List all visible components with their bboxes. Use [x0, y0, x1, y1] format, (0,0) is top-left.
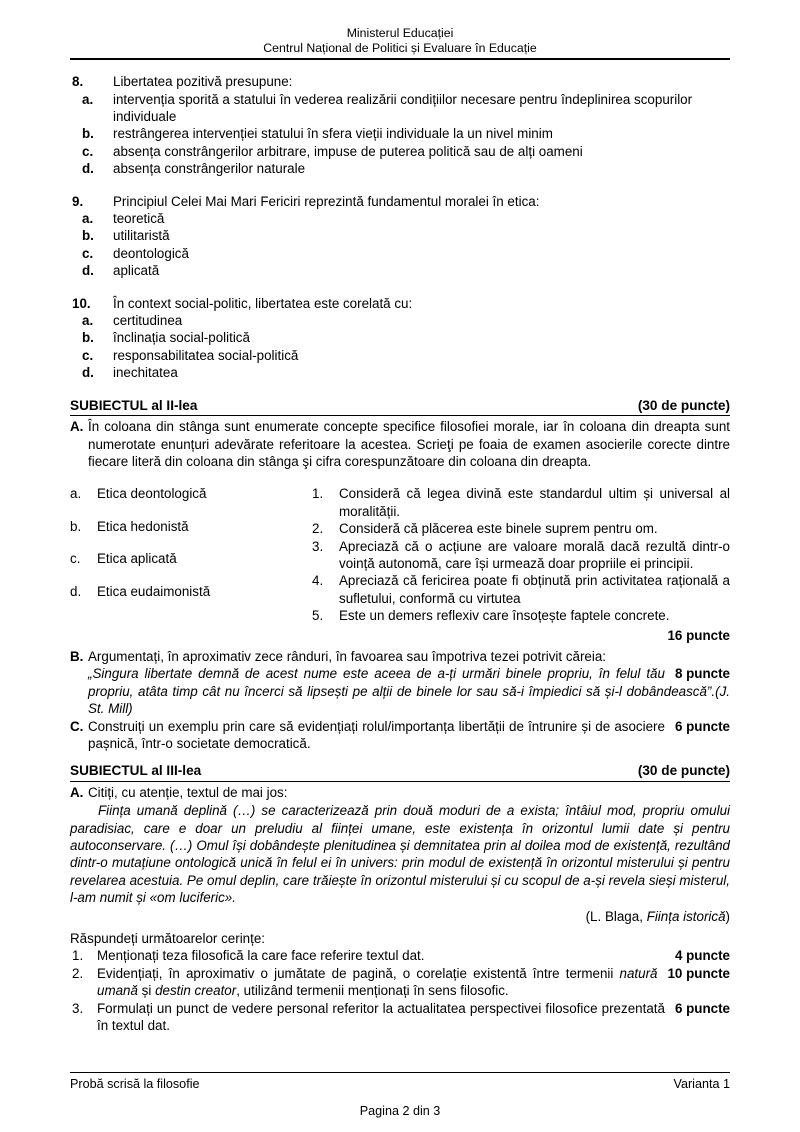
question-number: 8.: [72, 74, 84, 90]
matching-left-text: Etica hedonistă: [97, 518, 189, 534]
matching-right-item[interactable]: [312, 572, 730, 607]
matching-exercise: [70, 485, 730, 624]
answer-option[interactable]: [70, 245, 730, 262]
part-c-points: 6 puncte: [674, 718, 730, 734]
requirement-text-mid: și: [137, 983, 156, 999]
subject-3-title: SUBIECTUL al III-lea: [70, 763, 202, 779]
footer-left: Probă scrisă la filosofie: [70, 1077, 200, 1091]
option-letter: d.: [82, 161, 94, 177]
answer-option[interactable]: [70, 329, 730, 346]
option-letter: b.: [82, 126, 94, 142]
matching-right-text: Consideră că plăcerea este binele suprem pentru om.: [339, 521, 658, 537]
matching-left-column: [70, 485, 312, 624]
matching-right-item[interactable]: [312, 520, 730, 537]
matching-left-item[interactable]: [70, 485, 312, 502]
option-text: restrângerea intervenției statului în sfera vieții individuale la un nivel minim: [113, 126, 553, 142]
option-text: absența constrângerilor arbitrare, impuse de puterea politică sau de alți oameni: [113, 143, 583, 159]
option-letter: b.: [82, 330, 94, 346]
question-stem: [70, 295, 730, 312]
subject-3-part-a-intro: Citiți, cu atenție, textul de mai jos:: [88, 784, 288, 800]
footer-right: Varianta 1: [673, 1077, 730, 1091]
requirements-list: [70, 947, 730, 1034]
passage-source-work: Ființa istorică: [646, 908, 726, 924]
question-stem: [70, 73, 730, 90]
matching-right-key: 5.: [312, 608, 324, 624]
part-a-text: În coloana din stânga sunt enumerate concepte specifice filosofiei morale, iar în coloana din dreapta sunt numerotate enunțuri adevărate referitoare la acestea. Scrieţi pe foaia de examen asocierile corecte dintre fiecare literă din coloana din stânga şi cifra corespunzătoare din coloana din dreapta.: [88, 419, 730, 469]
option-text: utilitaristă: [113, 228, 170, 244]
subject-2-title: SUBIECTUL al II-lea: [70, 397, 198, 413]
requirement-points: 4 puncte: [674, 948, 730, 964]
document-body: [70, 60, 730, 1034]
matching-left-text: Etica eudaimonistă: [97, 583, 211, 599]
requirement-term-2: destin creator: [155, 983, 237, 999]
matching-right-text: Apreciază că o acțiune are valoare morală dacă rezultă dintr-o voință autonomă, care își urmează doar propriile ei principii.: [339, 538, 730, 571]
matching-right-item[interactable]: [312, 485, 730, 520]
answer-option[interactable]: [70, 91, 730, 126]
matching-left-key: c.: [70, 551, 81, 567]
requirement-term-1: natură umană: [97, 965, 658, 999]
requirement-number: 3.: [72, 1000, 84, 1016]
requirement-item[interactable]: [70, 947, 730, 964]
ministry-line: Ministerul Educației: [346, 26, 454, 40]
option-text: înclinația social-politică: [113, 330, 250, 346]
question-block: [70, 295, 730, 382]
part-b-quote: „Singura libertate demnă de acest nume este aceea de a-ți urmări binele propriu, în felul tău propriu, atâta timp cât nu încerci să lipsești pe alții de binele lor sau să-i împiedici să și-l dobândească”.: [88, 666, 716, 699]
option-text: teoretică: [113, 211, 165, 227]
matching-right-key: 2.: [312, 521, 324, 537]
matching-left-text: Etica deontologică: [97, 486, 207, 502]
question-block: [70, 73, 730, 177]
subject-2-part-c: [70, 718, 730, 753]
part-b-points: 8 puncte: [674, 666, 730, 682]
part-c-text: Construiți un exemplu prin care să evidențiați rolul/importanța libertății de întrunire și de asociere pașnică, într-o societate democratică.: [88, 718, 665, 751]
matching-left-text: Etica aplicată: [97, 551, 177, 567]
answer-option[interactable]: [70, 160, 730, 177]
document-header: [70, 0, 730, 60]
answer-option[interactable]: [70, 262, 730, 279]
question-stem: [70, 193, 730, 210]
requirement-text-after: , utilizând termenii menționați în sens filosofic.: [236, 983, 509, 999]
passage-source-author: (L. Blaga,: [585, 908, 647, 924]
question-text: În context social-politic, libertatea este corelată cu:: [113, 295, 413, 311]
option-list: [70, 91, 730, 178]
subject-2-part-a: [70, 418, 730, 470]
requirement-number: 1.: [72, 948, 84, 964]
questions-list: [70, 73, 730, 382]
subject-3-part-a: [70, 784, 730, 801]
matching-right-key: 1.: [312, 486, 324, 502]
subject-3-part-a-letter: A.: [70, 784, 84, 800]
part-a-points: 16 puncte: [667, 627, 730, 643]
question-text: Principiul Celei Mai Mari Fericiri reprezintă fundamentul moralei în etica:: [113, 193, 540, 209]
part-b-quote-source: (J. St. Mill): [88, 683, 730, 717]
answer-option[interactable]: [70, 227, 730, 244]
passage-source-close: ): [725, 908, 730, 924]
requirement-number: 2.: [72, 965, 84, 981]
requirement-points: 6 puncte: [674, 1000, 730, 1016]
option-text: certitudinea: [113, 313, 183, 329]
answer-option[interactable]: [70, 312, 730, 329]
requirement-text: Evidențiați, în aproximativ o jumătate de pagină, o corelație existentă între termenii: [97, 965, 620, 981]
option-text: responsabilitatea social-politică: [113, 347, 299, 363]
subject-3-points: (30 de puncte): [637, 763, 730, 779]
matching-right-text: Apreciază că fericirea poate fi obținută prin activitatea rațională a sufletului, conformă cu virtutea: [339, 573, 730, 606]
requirement-item[interactable]: [70, 1000, 730, 1035]
matching-right-key: 4.: [312, 573, 324, 589]
subject-2-points: (30 de puncte): [637, 397, 730, 413]
part-b-letter: B.: [70, 648, 84, 664]
option-list: [70, 210, 730, 280]
option-text: absența constrângerilor naturale: [113, 161, 306, 177]
matching-right-text: Este un demers reflexiv care însoțește faptele concrete.: [339, 608, 670, 624]
option-letter: a.: [82, 313, 94, 329]
subject-2-heading: [70, 397, 730, 416]
question-number: 10.: [72, 295, 91, 311]
matching-right-item[interactable]: [312, 607, 730, 624]
option-letter: a.: [82, 211, 94, 227]
matching-left-key: a.: [70, 486, 82, 502]
part-b-quote-block: [88, 665, 730, 717]
footer-page-number: Pagina 2 din 3: [359, 1104, 441, 1118]
matching-right-text: Consideră că legea divină este standardul ultim și universal al moralității.: [339, 486, 730, 519]
answer-option[interactable]: [70, 347, 730, 364]
footer-rule: [70, 1072, 730, 1073]
matching-left-item[interactable]: [70, 583, 312, 600]
answer-option[interactable]: [70, 143, 730, 160]
part-b-intro: Argumentați, în aproximativ zece rânduri, în favoarea sau împotriva tezei potrivit căreia:: [88, 648, 607, 664]
answer-option[interactable]: [70, 125, 730, 142]
matching-right-item[interactable]: [312, 538, 730, 573]
passage-source: [70, 908, 730, 925]
option-text: inechitatea: [113, 365, 178, 381]
option-letter: d.: [82, 365, 94, 381]
option-letter: b.: [82, 228, 94, 244]
option-letter: a.: [82, 91, 94, 107]
option-list: [70, 312, 730, 382]
option-text: deontologică: [113, 245, 189, 261]
blaga-passage: Ființa umană deplină (…) se caracterizează prin două moduri de a exista; întâiul mod, propriu omului paradisiac, care e doar un preludiu al ființei umane, este existența în orizontul lumii date și pentru autoconservare. (…) Omul își dobândește plenitudinea și demnitatea prin al doilea mod de existență, rezultând dintr-o mutațiune ontologică unică în felul ei în univers: prin modul de existență în orizontul misterului și pentru revelarea acestuia. Pe omul deplin, care trăiește în orizontul misterului și cu scopul de a-și revela sieși misterul, l-am numit și «om luciferic».: [70, 803, 730, 906]
option-letter: c.: [82, 245, 94, 261]
requirement-text: Menționați teza filosofică la care face referire textul dat.: [97, 948, 425, 964]
option-text: intervenția sporită a statului în vederea realizării condițiilor necesare pentru îndeplinirea scopurilor individuale: [113, 91, 693, 124]
requirement-item[interactable]: [70, 965, 730, 1000]
matching-left-item[interactable]: [70, 518, 312, 535]
option-text: aplicată: [113, 263, 160, 279]
part-a-letter: A.: [70, 419, 84, 435]
document-footer: [70, 1072, 730, 1118]
requirement-points: 10 puncte: [667, 965, 730, 981]
question-number: 9.: [72, 193, 84, 209]
option-letter: d.: [82, 263, 94, 279]
answer-option[interactable]: [70, 210, 730, 227]
answer-option[interactable]: [70, 364, 730, 381]
subject-3-heading: [70, 762, 730, 781]
question-block: [70, 193, 730, 280]
subject-2-part-b: [70, 648, 730, 718]
matching-left-item[interactable]: [70, 550, 312, 567]
option-letter: c.: [82, 143, 94, 159]
matching-right-column: [312, 485, 730, 624]
center-line: Centrul Național de Politici și Evaluare în Educație: [263, 40, 537, 55]
matching-right-key: 3.: [312, 538, 324, 554]
matching-left-key: d.: [70, 583, 82, 599]
option-letter: c.: [82, 347, 94, 363]
part-c-letter: C.: [70, 718, 84, 734]
requirements-intro: Răspundeți următoarelor cerințe:: [70, 931, 266, 947]
question-text: Libertatea pozitivă presupune:: [113, 74, 293, 90]
requirement-text: Formulați un punct de vedere personal referitor la actualitatea perspectivei filosofice prezentată în textul dat.: [97, 1000, 665, 1034]
matching-left-key: b.: [70, 518, 82, 534]
